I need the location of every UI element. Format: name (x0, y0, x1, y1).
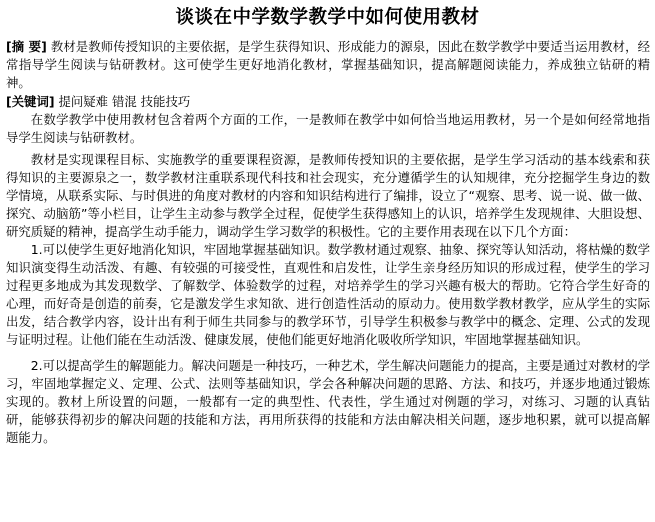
body-paragraph-point-1: 1.可以使学生更好地消化知识，牢固地掌握基础知识。数学教材通过观察、抽象、探究等认知活动，将枯燥的数学知识演变得生动活泼、有趣、有较强的可接受性，直观性和启发性，让学生亲身经历知识的形成过程，使学生的学习过程更多地成为其发现数学、了解数学、体验数学的过程，对培养学生的学习兴趣有极大的帮助。它符合学生好奇的心理，而好奇是创造的前奏，它是激发学生求知欲、进行创造性活动的原动力。使用数学教材教学，应从学生的实际出发，结合教学内容，设计出有利于师生共同参与的教学环节，引导学生积极参与教学中的概念、定理、公式的发现与证明过程。让他们能在生动活泼、健康发展，使他们能更好地消化吸收所学知识，牢固地掌握基础知识。 (6, 242, 650, 347)
abstract-paragraph (6, 38, 650, 92)
abstract-text: 教材是教师传授知识的主要依据，是学生获得知识、形成能力的源泉，因此在数学教学中要适当运用教材，经常指导学生阅读与钻研教材。这可使学生更好地消化教材，掌握基础知识，提高解题阅读能力，养成独立钻研的精神。 (6, 39, 650, 90)
keywords-paragraph (6, 93, 650, 111)
body-paragraph-point-2: 2.可以提高学生的解题能力。解决问题是一种技巧，一种艺术，学生解决问题能力的提高，主要是通过对教材的学习，牢固地掌握定义、定理、公式、法则等基础知识，学会各种解决问题的思路、方法、和技巧，并逐步地通过锻炼实现的。教材上所设置的问题，一般都有一定的典型性、代表性，学生通过对例题的学习，对练习、习题的认真钻研，能够获得初步的解决问题的技能和方法，再用所获得的技能和方法由解决相关问题，逐步地积累，就可以提高解题能力。 (6, 358, 650, 445)
body-paragraph-role: 教材是实现课程目标、实施教学的重要课程资源，是教师传授知识的主要依据，是学生学习活动的基本线索和获得知识的主要源泉之一，数学教材注重联系现代科技和社会现实，充分遵循学生的认知规律，充分挖掘学生身边的数学情境，从联系实际、与时俱进的角度对教材的内容和知识结构进行了编排，设立了“观察、思考、说一说、做一做、探究、动脑筋”等小栏目，让学生主动参与教学全过程，促使学生获得感知上的认识，培养学生发现规律、大胆设想、研究质疑的精神，提高学生动手能力，调动学生学习数学的积极性。它的主要作用表现在以下几个方面： (6, 152, 650, 239)
keywords-text: 提问疑难 错混 技能技巧 (54, 94, 191, 109)
abstract-label: [摘 要] (6, 39, 47, 54)
keywords-label: [关键词] (6, 94, 55, 109)
document-body (6, 38, 650, 447)
body-paragraph-intro: 在数学教学中使用教材包含着两个方面的工作，一是教师在教学中如何恰当地运用教材，另一个是如何经常地指导学生阅读与钻研教材。 (6, 112, 650, 145)
document-title: 谈谈在中学数学教学中如何使用教材 (175, 7, 480, 28)
